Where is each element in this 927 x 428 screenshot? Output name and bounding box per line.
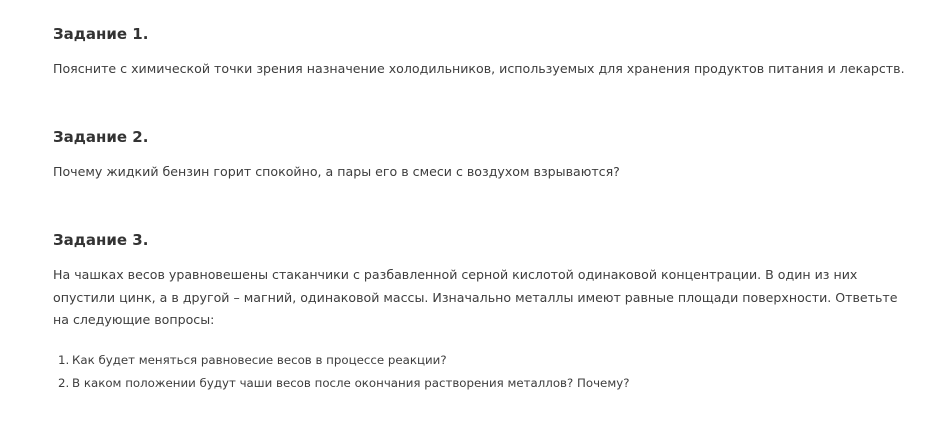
question-item (53, 372, 629, 395)
question-number: 2. (58, 375, 70, 390)
task-1-text: Поясните с химической точки зрения назначение холодильников, используемых для хранения продуктов питания и лекарств. (53, 61, 905, 76)
question-text: В каком положении будут чаши весов после окончания растворения металлов? Почему? (72, 375, 630, 390)
question-item (53, 349, 629, 372)
task-3-text: На чашках весов уравновешены стаканчики с разбавленной серной кислотой одинаковой концентрации. В один из них опустили цинк, а в другой – магний, одинаковой массы. Изначально металлы имеют равные площади поверхности. Ответьте на следующие вопросы: (53, 267, 898, 327)
task-3-questions (53, 349, 629, 394)
task-1-heading: Задание 1. (53, 25, 149, 43)
task-2-text: Почему жидкий бензин горит спокойно, а пары его в смеси с воздухом взрываются? (53, 164, 620, 179)
task-2-heading: Задание 2. (53, 128, 149, 146)
question-number: 1. (58, 353, 70, 367)
task-3-heading: Задание 3. (53, 231, 149, 249)
question-text: Как будет меняться равновесие весов в процессе реакции? (72, 353, 447, 367)
